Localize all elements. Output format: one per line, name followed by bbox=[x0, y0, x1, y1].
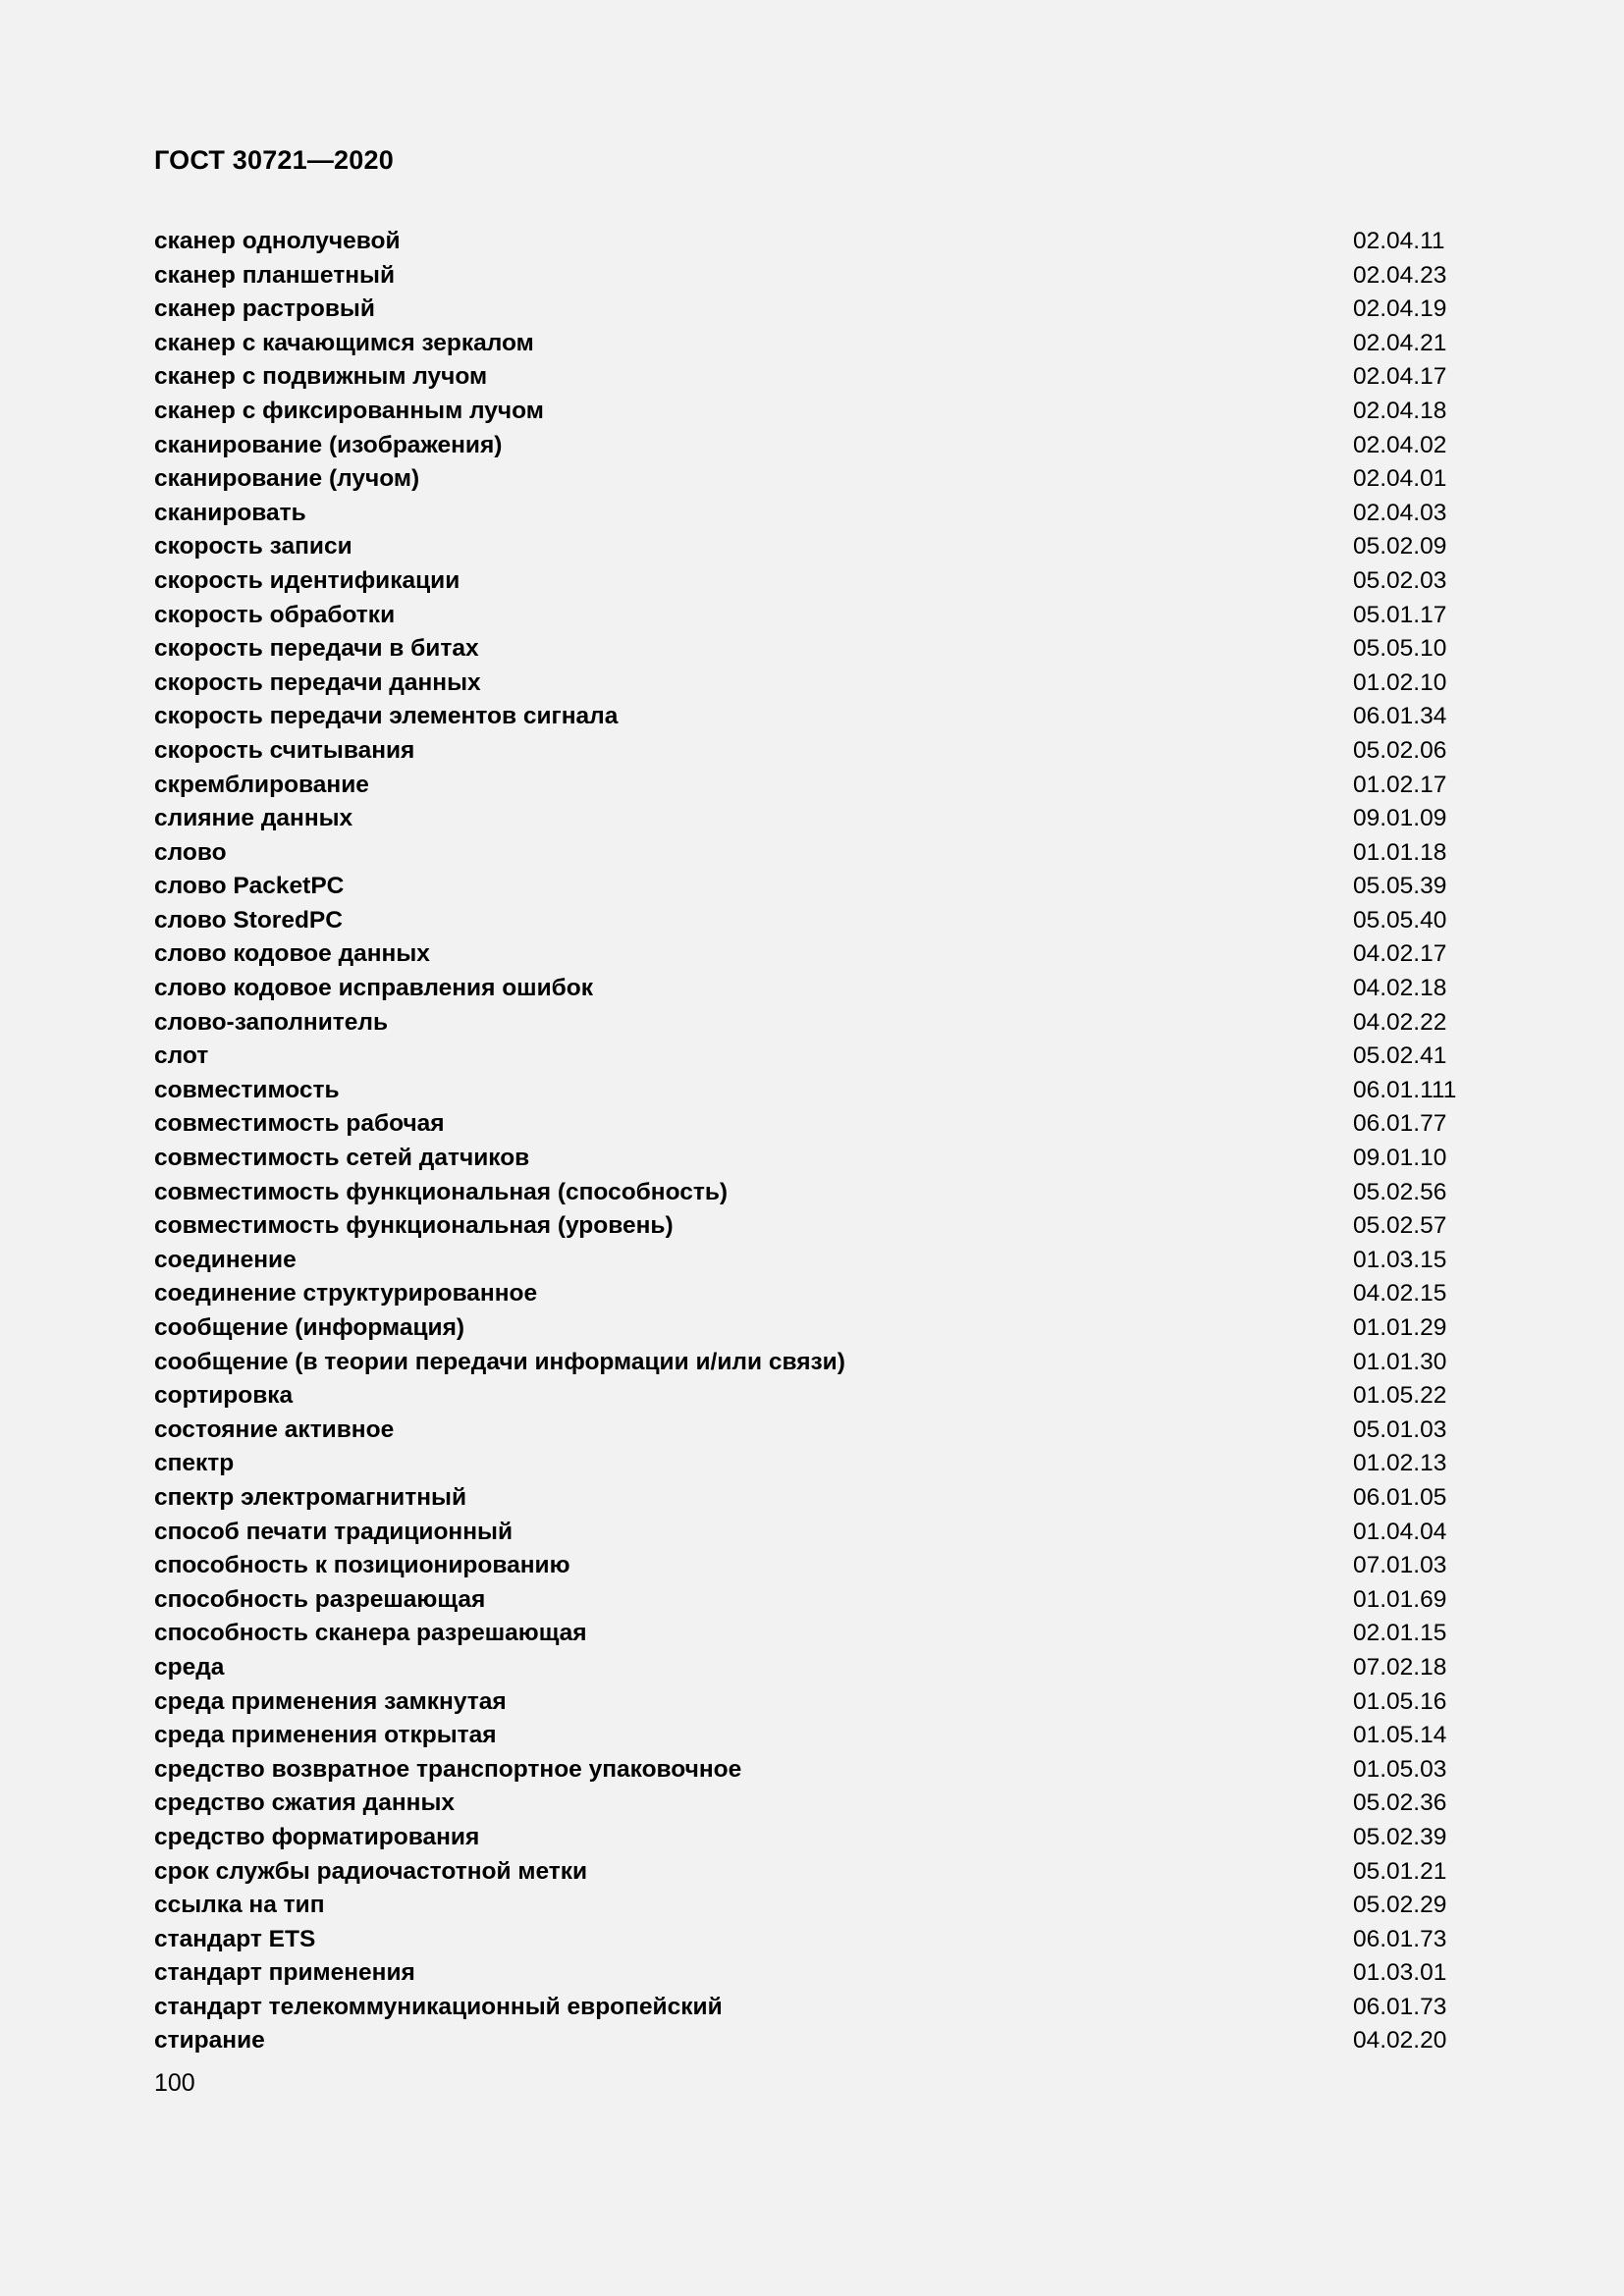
index-term: соединение структурированное bbox=[154, 1280, 538, 1308]
index-code: 05.02.09 bbox=[1353, 533, 1447, 561]
index-entry bbox=[154, 1787, 1489, 1821]
index-term: сканирование (изображения) bbox=[154, 431, 503, 458]
index-term: слово-заполнитель bbox=[154, 1008, 389, 1036]
index-code: 05.05.10 bbox=[1353, 635, 1447, 663]
index-code: 09.01.09 bbox=[1353, 805, 1447, 832]
index-code: 02.01.15 bbox=[1353, 1620, 1447, 1647]
index-code: 01.05.16 bbox=[1353, 1687, 1447, 1715]
index-entry bbox=[154, 293, 1489, 327]
index-entry bbox=[154, 700, 1489, 734]
index-term: способность сканера разрешающая bbox=[154, 1620, 587, 1647]
index-entry bbox=[154, 1006, 1489, 1041]
index-entry bbox=[154, 1481, 1489, 1516]
index-code: 07.01.03 bbox=[1353, 1552, 1447, 1579]
index-entry bbox=[154, 259, 1489, 294]
index-term: слово PacketPC bbox=[154, 873, 345, 900]
index-entry bbox=[154, 1719, 1489, 1753]
index-term: скорость передачи данных bbox=[154, 668, 481, 696]
index-code: 01.04.04 bbox=[1353, 1518, 1447, 1545]
index-term: скорость передачи элементов сигнала bbox=[154, 703, 619, 730]
index-entry bbox=[154, 1956, 1489, 1991]
index-term: среда применения открытая bbox=[154, 1722, 497, 1749]
index-code: 05.02.36 bbox=[1353, 1789, 1447, 1817]
index-code: 01.01.18 bbox=[1353, 838, 1447, 866]
index-entry bbox=[154, 734, 1489, 769]
index-term: сканировать bbox=[154, 499, 306, 526]
index-entry bbox=[154, 1651, 1489, 1685]
index-code: 01.03.15 bbox=[1353, 1246, 1447, 1273]
index-entry bbox=[154, 632, 1489, 667]
index-entry bbox=[154, 870, 1489, 904]
index-term: слово кодовое исправления ошибок bbox=[154, 975, 594, 1002]
index-term: сканер растровый bbox=[154, 295, 375, 323]
index-entry bbox=[154, 2024, 1489, 2058]
index-term: соединение bbox=[154, 1246, 297, 1273]
index-entry bbox=[154, 429, 1489, 463]
index-code: 05.02.41 bbox=[1353, 1042, 1447, 1070]
index-term: ссылка на тип bbox=[154, 1892, 325, 1919]
document-header: ГОСТ 30721—2020 bbox=[154, 145, 394, 175]
index-code: 02.04.01 bbox=[1353, 465, 1447, 493]
index-entry bbox=[154, 497, 1489, 531]
index-entry bbox=[154, 1855, 1489, 1890]
index-entry bbox=[154, 225, 1489, 259]
index-term: стандарт применения bbox=[154, 1959, 415, 1987]
index-code: 02.04.17 bbox=[1353, 363, 1447, 391]
index-entry bbox=[154, 1617, 1489, 1651]
index-term: среда bbox=[154, 1653, 225, 1681]
index-term: скорость считывания bbox=[154, 736, 415, 764]
index-code: 05.02.03 bbox=[1353, 566, 1447, 594]
term-index-list bbox=[154, 225, 1489, 2058]
index-term: скорость идентификации bbox=[154, 566, 460, 594]
page-number: 100 bbox=[154, 2069, 195, 2097]
index-entry bbox=[154, 1889, 1489, 1923]
index-term: слияние данных bbox=[154, 805, 353, 832]
index-entry bbox=[154, 599, 1489, 633]
index-entry bbox=[154, 1277, 1489, 1311]
index-entry bbox=[154, 1311, 1489, 1346]
index-term: сообщение (в теории передачи информации и/или связи) bbox=[154, 1348, 845, 1375]
index-entry bbox=[154, 1549, 1489, 1583]
index-term: скорость передачи в битах bbox=[154, 635, 479, 663]
index-entry bbox=[154, 360, 1489, 395]
index-code: 02.04.19 bbox=[1353, 295, 1447, 323]
index-code: 06.01.05 bbox=[1353, 1483, 1447, 1511]
index-entry bbox=[154, 1107, 1489, 1142]
index-code: 05.01.21 bbox=[1353, 1857, 1447, 1885]
index-term: стандарт ETS bbox=[154, 1925, 316, 1952]
index-entry bbox=[154, 667, 1489, 701]
index-entry bbox=[154, 1923, 1489, 1957]
index-code: 01.05.14 bbox=[1353, 1722, 1447, 1749]
index-entry bbox=[154, 1414, 1489, 1448]
index-entry bbox=[154, 1209, 1489, 1244]
index-term: слово StoredPC bbox=[154, 906, 343, 934]
index-code: 01.03.01 bbox=[1353, 1959, 1447, 1987]
index-code: 05.05.39 bbox=[1353, 873, 1447, 900]
index-term: сканер с подвижным лучом bbox=[154, 363, 488, 391]
index-term: сортировка bbox=[154, 1382, 294, 1410]
index-code: 05.02.56 bbox=[1353, 1178, 1447, 1205]
index-code: 01.05.03 bbox=[1353, 1755, 1447, 1783]
index-code: 02.04.03 bbox=[1353, 499, 1447, 526]
index-term: средство форматирования bbox=[154, 1823, 480, 1850]
index-code: 04.02.18 bbox=[1353, 975, 1447, 1002]
index-entry bbox=[154, 1516, 1489, 1550]
index-term: слот bbox=[154, 1042, 209, 1070]
index-code: 04.02.20 bbox=[1353, 2027, 1447, 2055]
index-code: 02.04.21 bbox=[1353, 329, 1447, 356]
index-code: 01.02.10 bbox=[1353, 668, 1447, 696]
index-code: 05.05.40 bbox=[1353, 906, 1447, 934]
index-code: 09.01.10 bbox=[1353, 1145, 1447, 1172]
index-term: стандарт телекоммуникационный европейский bbox=[154, 1993, 723, 2020]
index-code: 05.02.29 bbox=[1353, 1892, 1447, 1919]
index-term: средство возвратное транспортное упаковочное bbox=[154, 1755, 742, 1783]
index-term: спектр электромагнитный bbox=[154, 1483, 467, 1511]
index-code: 04.02.17 bbox=[1353, 940, 1447, 968]
index-entry bbox=[154, 836, 1489, 871]
index-term: совместимость функциональная (способность) bbox=[154, 1178, 729, 1205]
index-entry bbox=[154, 530, 1489, 564]
index-term: совместимость сетей датчиков bbox=[154, 1145, 530, 1172]
index-entry bbox=[154, 1040, 1489, 1074]
index-code: 04.02.22 bbox=[1353, 1008, 1447, 1036]
index-code: 01.02.13 bbox=[1353, 1450, 1447, 1477]
index-entry bbox=[154, 564, 1489, 599]
index-term: скорость обработки bbox=[154, 601, 396, 628]
index-code: 02.04.23 bbox=[1353, 261, 1447, 289]
index-term: совместимость функциональная (уровень) bbox=[154, 1212, 674, 1240]
index-entry bbox=[154, 1583, 1489, 1618]
index-entry bbox=[154, 1685, 1489, 1720]
index-term: совместимость рабочая bbox=[154, 1110, 445, 1138]
index-entry bbox=[154, 1379, 1489, 1414]
index-term: средство сжатия данных bbox=[154, 1789, 455, 1817]
index-term: стирание bbox=[154, 2027, 265, 2055]
index-entry bbox=[154, 904, 1489, 938]
index-code: 07.02.18 bbox=[1353, 1653, 1447, 1681]
index-entry bbox=[154, 327, 1489, 361]
index-code: 05.01.17 bbox=[1353, 601, 1447, 628]
index-term: спектр bbox=[154, 1450, 235, 1477]
index-entry bbox=[154, 1991, 1489, 2025]
index-entry bbox=[154, 1821, 1489, 1855]
index-term: среда применения замкнутая bbox=[154, 1687, 507, 1715]
index-term: срок службы радиочастотной метки bbox=[154, 1857, 588, 1885]
index-term: сканер с качающимся зеркалом bbox=[154, 329, 534, 356]
index-code: 01.01.29 bbox=[1353, 1314, 1447, 1341]
index-term: способность разрешающая bbox=[154, 1585, 486, 1613]
index-term: сканер однолучевой bbox=[154, 228, 401, 254]
index-code: 06.01.77 bbox=[1353, 1110, 1447, 1138]
index-code: 01.05.22 bbox=[1353, 1382, 1447, 1410]
index-code: 02.04.11 bbox=[1353, 228, 1445, 254]
index-term: состояние активное bbox=[154, 1415, 395, 1443]
index-entry bbox=[154, 1244, 1489, 1278]
index-code: 05.01.03 bbox=[1353, 1415, 1447, 1443]
index-entry bbox=[154, 1176, 1489, 1210]
index-entry bbox=[154, 802, 1489, 836]
index-entry bbox=[154, 769, 1489, 803]
index-entry bbox=[154, 395, 1489, 429]
index-entry bbox=[154, 1346, 1489, 1380]
index-term: сканирование (лучом) bbox=[154, 465, 420, 493]
index-entry bbox=[154, 1142, 1489, 1176]
index-entry bbox=[154, 1447, 1489, 1481]
index-code: 05.02.57 bbox=[1353, 1212, 1447, 1240]
index-term: способ печати традиционный bbox=[154, 1518, 513, 1545]
index-term: скремблирование bbox=[154, 771, 369, 798]
index-term: сканер с фиксированным лучом bbox=[154, 397, 544, 424]
index-term: совместимость bbox=[154, 1076, 340, 1103]
index-code: 02.04.02 bbox=[1353, 431, 1447, 458]
index-code: 05.02.06 bbox=[1353, 736, 1447, 764]
index-entry bbox=[154, 1074, 1489, 1108]
index-code: 06.01.34 bbox=[1353, 703, 1447, 730]
index-code: 01.01.69 bbox=[1353, 1585, 1447, 1613]
index-entry bbox=[154, 972, 1489, 1006]
index-code: 06.01.111 bbox=[1353, 1076, 1457, 1103]
index-code: 06.01.73 bbox=[1353, 1925, 1447, 1952]
index-term: скорость записи bbox=[154, 533, 352, 561]
index-code: 04.02.15 bbox=[1353, 1280, 1447, 1308]
index-term: слово кодовое данных bbox=[154, 940, 430, 968]
index-entry bbox=[154, 462, 1489, 497]
index-code: 02.04.18 bbox=[1353, 397, 1447, 424]
index-entry bbox=[154, 1753, 1489, 1788]
index-entry bbox=[154, 937, 1489, 972]
index-term: сканер планшетный bbox=[154, 261, 395, 289]
index-term: слово bbox=[154, 838, 227, 866]
index-code: 05.02.39 bbox=[1353, 1823, 1447, 1850]
index-term: способность к позиционированию bbox=[154, 1552, 570, 1579]
index-code: 01.01.30 bbox=[1353, 1348, 1447, 1375]
index-term: сообщение (информация) bbox=[154, 1314, 465, 1341]
index-code: 01.02.17 bbox=[1353, 771, 1447, 798]
index-code: 06.01.73 bbox=[1353, 1993, 1447, 2020]
